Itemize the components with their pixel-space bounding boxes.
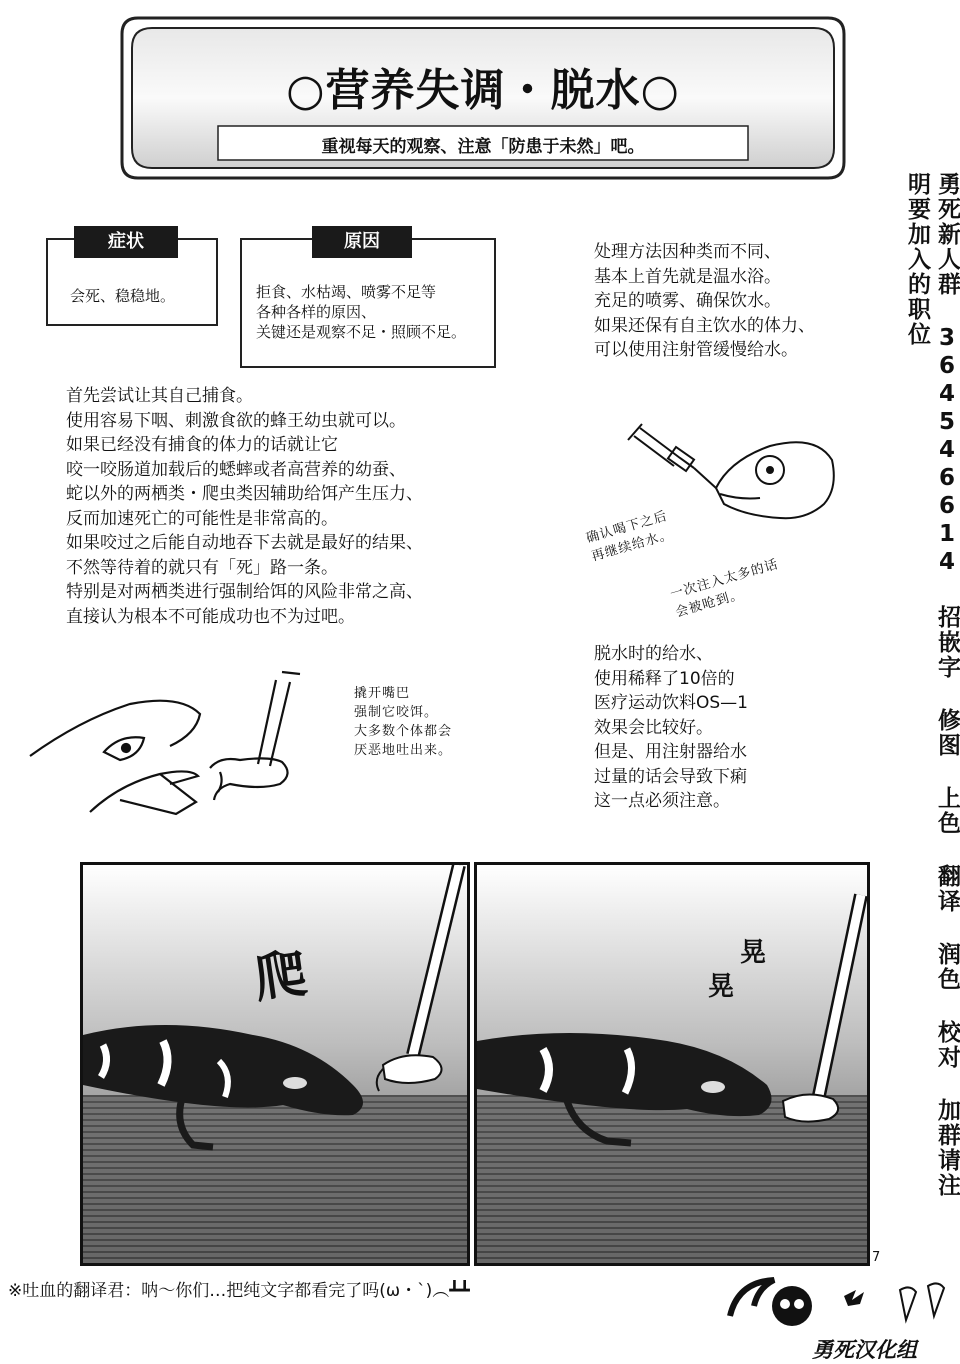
treatment-text: 处理方法因种类而不同、 基本上首先就是温水浴。 充足的喷雾、确保饮水。 如果还保有自主饮水的体力、 可以使用注射管缓慢给水。	[594, 242, 815, 360]
comic-panel-right	[474, 862, 870, 1266]
lizard-force-feed-illustration	[20, 664, 340, 834]
scanlation-group-logo: 勇死汉化组	[812, 1338, 917, 1362]
comic-panel-left	[80, 862, 470, 1266]
note-confirm: 确认喝下之后 再继续给水。	[584, 508, 675, 565]
sfx-sway-2: 晃	[708, 972, 735, 1002]
page-number: 7	[872, 1250, 881, 1265]
note-choke: 一次注入太多的话 会被呛到。	[668, 557, 781, 621]
sfx-sway-1: 晃	[740, 938, 767, 968]
dehydration-text: 脱水时的给水、 使用稀释了10倍的 医疗运动饮料OS—1 效果会比较好。 但是、用注射器给水 过量的话会导致下痢 这一点必须注意。	[594, 644, 748, 811]
translator-footnote: ※吐血的翻译君：呐～你们…把纯文字都看完了吗(ω・`)︵┻┻	[8, 1281, 470, 1301]
symptom-text: 会死、稳稳地。	[70, 287, 176, 305]
sfx-crawl: 爬	[250, 943, 311, 1011]
cause-line-2: 各种各样的原因、	[256, 303, 377, 321]
group-credits: 勇死新人群 364546614 招嵌字 修图 上色 翻译 润色 校对 加群请注明要加入的职位	[904, 172, 960, 1198]
note-force-feed: 撬开嘴巴 强制它咬饵。 大多数个体都会 厌恶地吐出来。	[354, 686, 453, 758]
cause-line-1: 拒食、水枯竭、喷雾不足等	[256, 283, 437, 301]
cause-line-3: 关键还是观察不足・照顾不足。	[256, 323, 467, 341]
page-title: ○营养失调・脱水○	[286, 65, 680, 116]
page-subtitle: 重视每天的观察、注意「防患于未然」吧。	[321, 137, 645, 157]
symptom-tag: 症状	[74, 226, 178, 258]
reaper-logo-icon	[724, 1276, 954, 1336]
cause-tag: 原因	[312, 226, 412, 258]
feeding-text: 首先尝试让其自己捕食。 使用容易下咽、刺激食欲的蜂王幼虫就可以。 如果已经没有捕食的体力的话就让它 咬一咬肠道加载后的蟋蟀或者高营养的幼蚕、 蛇以外的两栖类・爬虫类因辅助给饵产生压力、 反而加速死亡的可能性是非常高的。 如果咬过之后能自动地吞下去就是最好的结果、 不然等待着的就只有「死」路一条。 特别是对两栖类进行强制给饵的风险非常之高、 直接认为根本不可能成功也不为过吧。	[66, 386, 423, 627]
